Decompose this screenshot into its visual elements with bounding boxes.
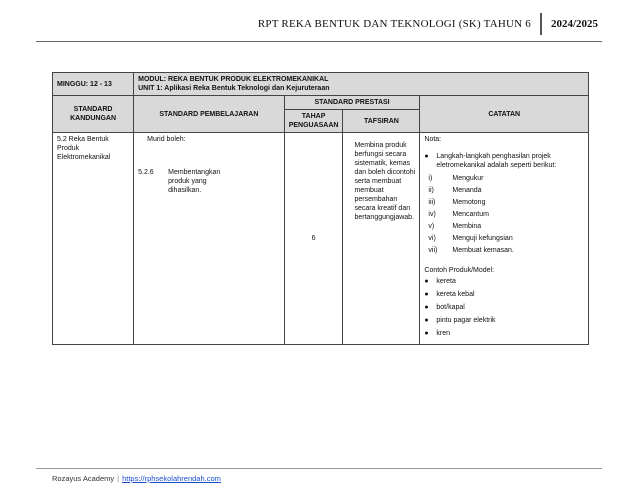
week-row bbox=[53, 73, 589, 96]
header-row-1 bbox=[53, 96, 589, 110]
header-tafsiran: TAFSIRAN bbox=[343, 110, 420, 133]
header-catatan: CATATAN bbox=[420, 96, 589, 133]
standard-kandungan-text: 5.2 Reka Bentuk Produk Elektromekanikal bbox=[57, 136, 111, 161]
header-standard-prestasi: STANDARD PRESTASI bbox=[284, 96, 420, 110]
list-item: ii) Menanda bbox=[428, 187, 482, 194]
steps-list bbox=[424, 174, 584, 255]
page-header bbox=[258, 13, 598, 35]
tafsiran-text: Membina produk berfungsi secara sistematik, kemas dan boleh dicontohi serta membuat membuat persembahan secara kreatif dan bertanggungjawab. bbox=[354, 142, 416, 221]
bullet-icon: ● bbox=[424, 153, 429, 160]
tahap-cell: 6 bbox=[284, 133, 343, 345]
list-item: ● kereta kebal bbox=[424, 291, 475, 298]
contoh-title: Contoh Produk/Model: bbox=[424, 267, 495, 274]
footer-brand: Rozayus Academy bbox=[52, 474, 115, 483]
footer-separator: | bbox=[117, 474, 120, 483]
bullet-icon: ● bbox=[424, 330, 429, 337]
catatan-intro-text: Langkah-langkah penghasilan projek eletromekanikal adalah seperti berikut: bbox=[436, 153, 557, 169]
list-item: ● kereta bbox=[424, 278, 456, 285]
header-divider bbox=[36, 41, 602, 42]
bullet-icon: ● bbox=[424, 317, 429, 324]
nota-label: Nota: bbox=[424, 136, 442, 143]
list-item: ● bot/kapal bbox=[424, 304, 465, 311]
bullet-icon: ● bbox=[424, 304, 429, 311]
list-item: i) Mengukur bbox=[428, 175, 484, 182]
week-cell: MINGGU: 12 - 13 bbox=[53, 73, 134, 96]
module-title: MODUL: REKA BENTUK PRODUK ELEKTROMEKANIKAL bbox=[138, 76, 329, 83]
header-standard-kandungan: STANDARD KANDUNGAN bbox=[53, 96, 134, 133]
list-item: ● kren bbox=[424, 330, 451, 337]
list-item: vi) Menguji kefungsian bbox=[428, 235, 513, 242]
sp-text: Membentangkan produk yang dihasilkan. bbox=[168, 169, 221, 194]
header-standard-pembelajaran: STANDARD PEMBELAJARAN bbox=[134, 96, 285, 133]
header-tahap-penguasaan: TAHAP PENGUASAAN bbox=[284, 110, 343, 133]
sp-number: 5.2.6 bbox=[138, 169, 154, 176]
catatan-cell bbox=[420, 133, 589, 345]
header-year: 2024/2025 bbox=[540, 13, 598, 35]
list-item: iii) Memotong bbox=[428, 199, 486, 206]
page-footer bbox=[52, 474, 221, 483]
rpt-table bbox=[52, 72, 589, 345]
contoh-list bbox=[424, 277, 584, 338]
footer-divider bbox=[36, 468, 602, 469]
sp-item bbox=[138, 168, 280, 195]
list-item: ● pintu pagar elektrik bbox=[424, 317, 496, 324]
unit-title: UNIT 1: Aplikasi Reka Bentuk Teknologi dan Kejuruteraan bbox=[138, 85, 330, 92]
list-item: v) Membina bbox=[428, 223, 482, 230]
catatan-intro bbox=[424, 152, 584, 170]
list-item: vii) Membuat kemasan. bbox=[428, 247, 514, 254]
tafsiran-cell bbox=[343, 133, 420, 345]
module-cell bbox=[134, 73, 589, 96]
content-row bbox=[53, 133, 589, 345]
standard-pembelajaran-cell bbox=[134, 133, 285, 345]
bullet-icon: ● bbox=[424, 278, 429, 285]
list-item: iv) Mencantum bbox=[428, 211, 489, 218]
footer-link[interactable]: https://rphsekolahrendah.com bbox=[122, 474, 221, 483]
murid-boleh-label: Murid boleh: bbox=[147, 136, 186, 143]
standard-kandungan-cell bbox=[53, 133, 134, 345]
bullet-icon: ● bbox=[424, 291, 429, 298]
header-title: RPT REKA BENTUK DAN TEKNOLOGI (SK) TAHUN 6 bbox=[257, 18, 531, 30]
